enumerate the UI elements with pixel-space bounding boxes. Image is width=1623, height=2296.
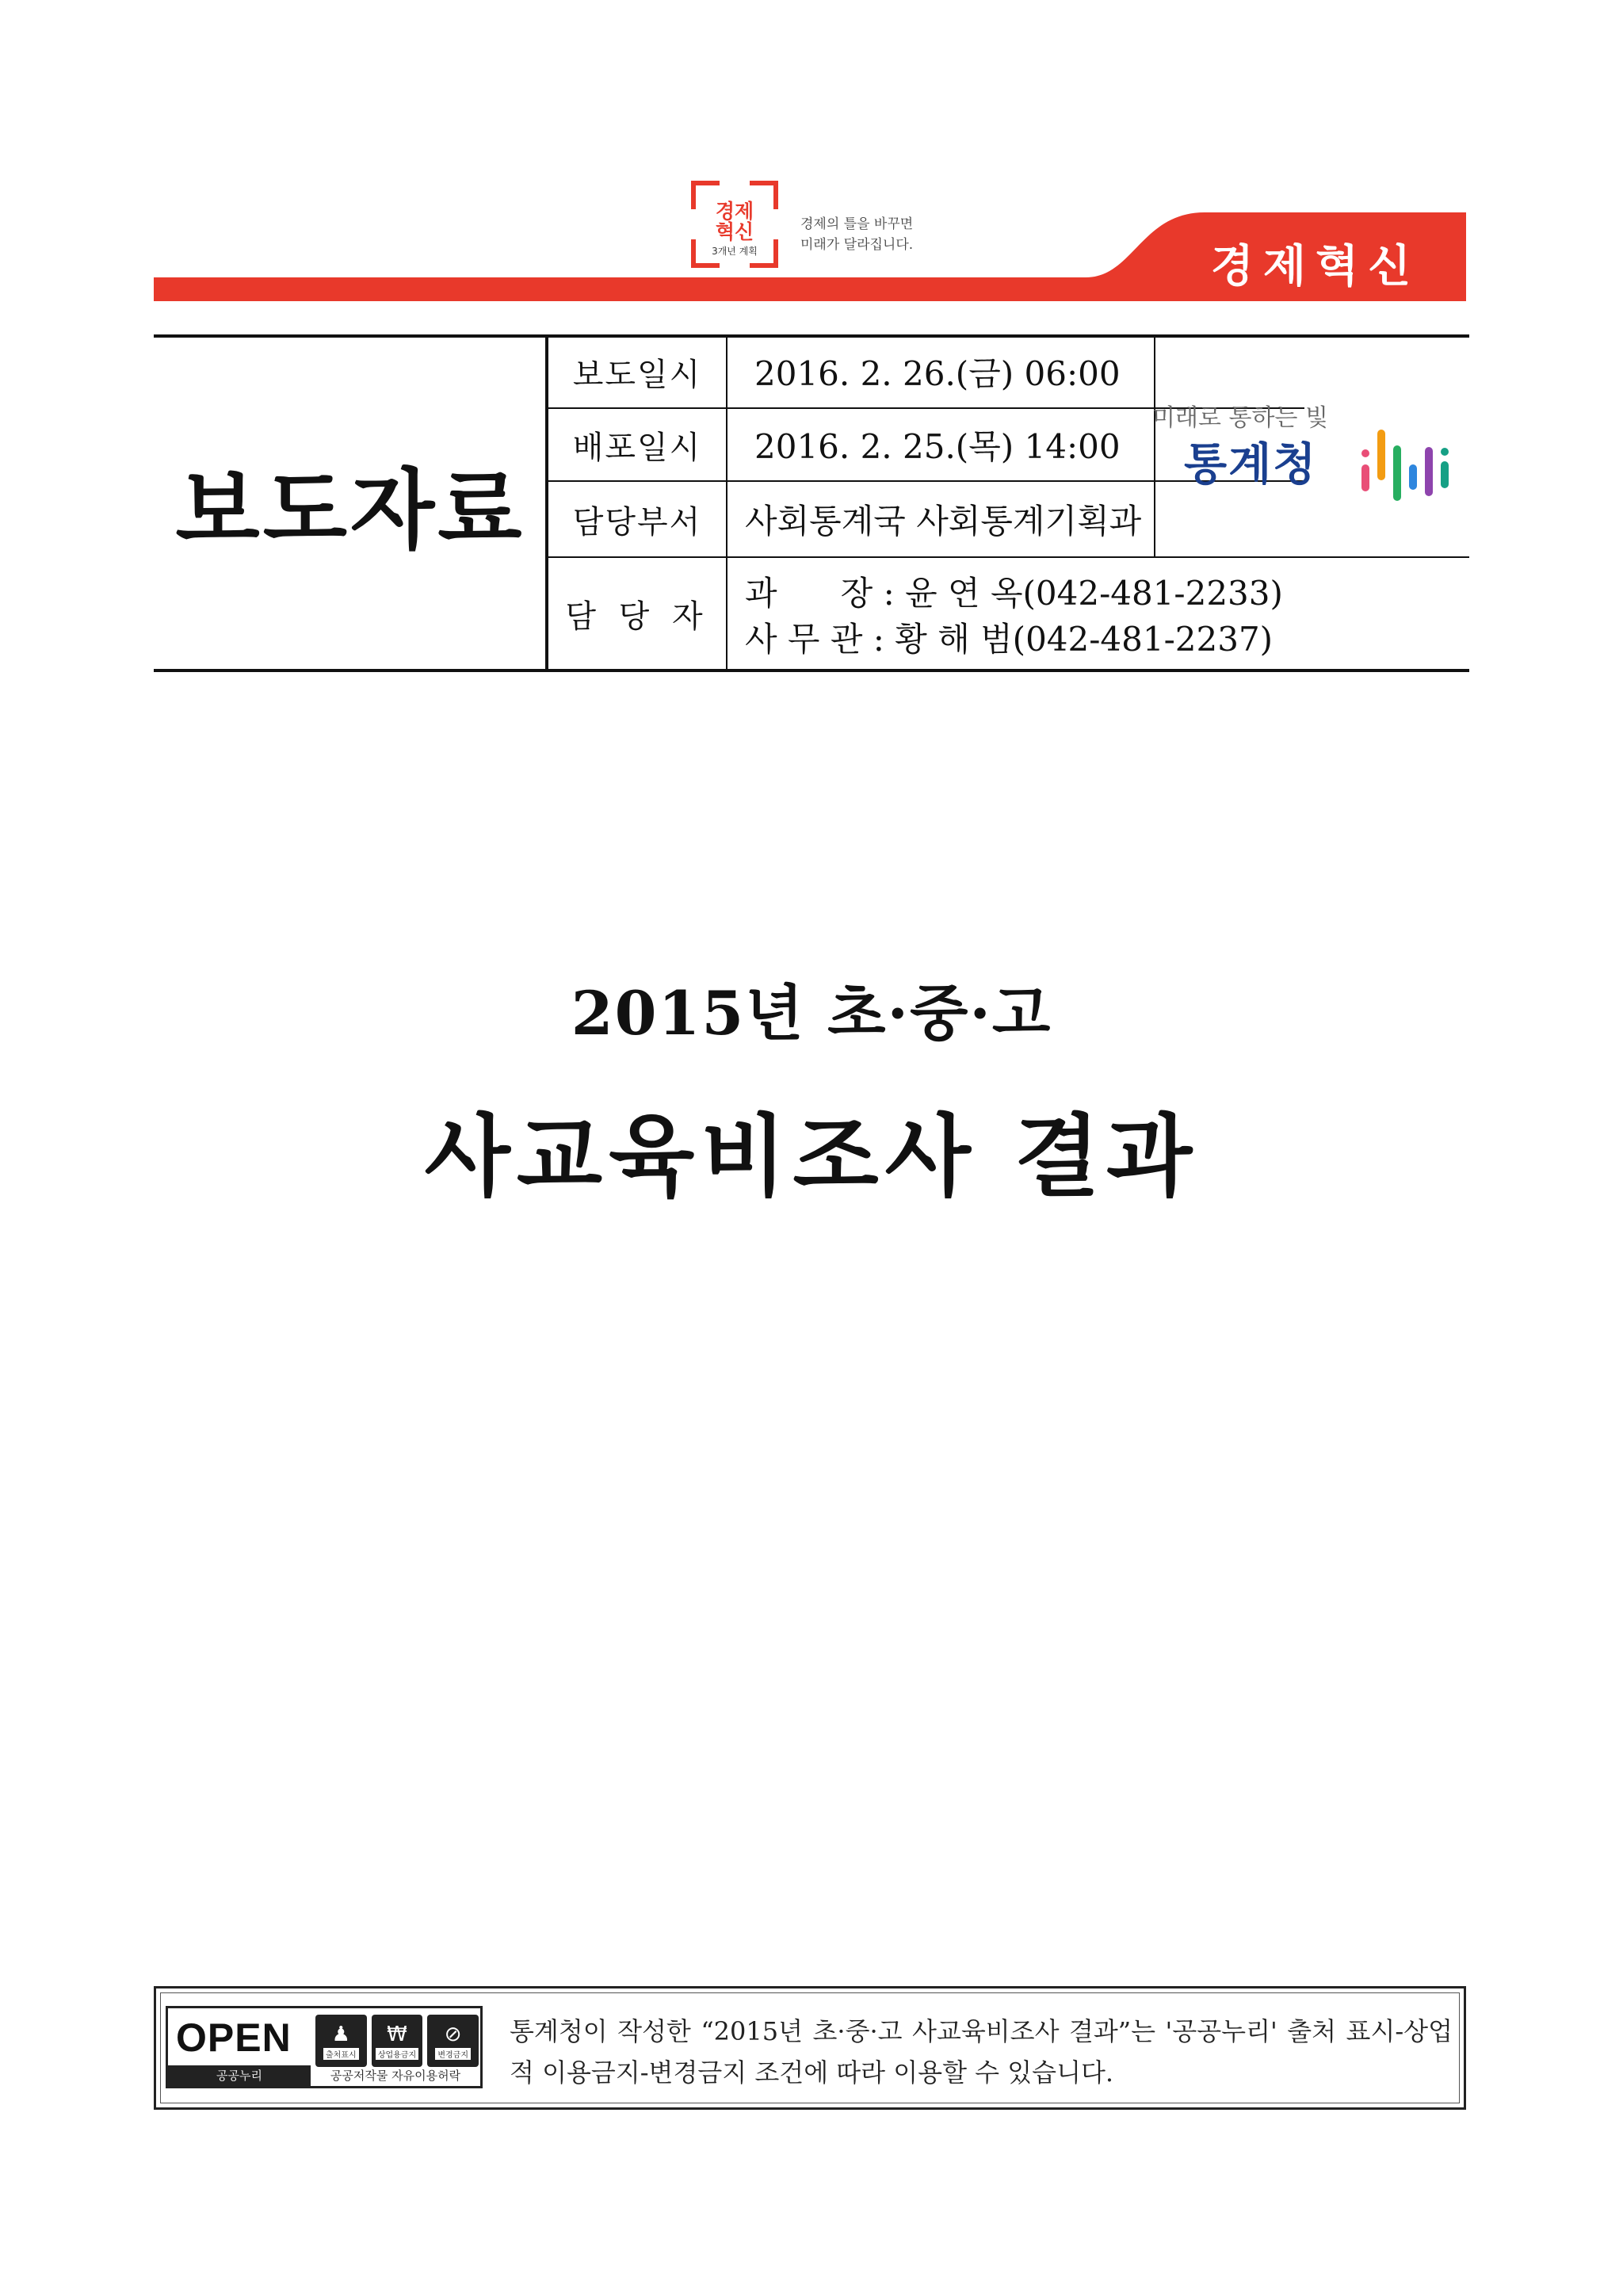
department-value: 사회통계국 사회통계기획과 <box>745 502 1142 541</box>
contact-line-2: 사 무 관 : 황 해 범(042-481-2237) <box>745 620 1274 659</box>
contact-person-label: 담 당 자 <box>565 598 709 635</box>
report-title-line-1: 2015년 초·중·고 <box>571 978 1052 1049</box>
document-type-label: 보도자료 <box>175 459 525 561</box>
distribution-date-label: 배포일시 <box>572 429 702 466</box>
contact-line-1: 과 장 : 윤 연 옥(042-481-2233) <box>745 574 1283 613</box>
icon-caption: 출처표시 <box>323 2048 359 2060</box>
kogl-open-text: OPEN <box>176 2015 292 2060</box>
agency-bars-icon <box>1360 418 1463 506</box>
department-label: 담당부서 <box>572 503 702 541</box>
banner-title: 경제혁신 <box>1210 241 1421 292</box>
agency-tagline: 미래로 통하는 빛 <box>1152 404 1328 432</box>
statistics-korea-logo <box>1152 398 1469 509</box>
won-icon: ₩ 상업용금지 <box>372 2015 423 2067</box>
press-info-table <box>154 334 1469 672</box>
icon-caption: 상업용금지 <box>376 2048 418 2060</box>
slogan <box>800 214 951 255</box>
slogan-line-2: 미래가 달라집니다. <box>800 237 914 253</box>
economic-innovation-emblem <box>691 181 778 268</box>
no-change-icon: ⊘ 변경금지 <box>427 2015 479 2067</box>
person-icon: ♟ 출처표시 <box>315 2015 367 2067</box>
release-date-label: 보도일시 <box>572 356 702 393</box>
emblem-title: 경제 혁신 <box>715 200 754 243</box>
report-title-line-2: 사교육비조사 결과 <box>424 1105 1199 1209</box>
icon-caption: 변경금지 <box>435 2048 471 2060</box>
slogan-line-1: 경제의 틀을 바꾸면 <box>800 216 914 232</box>
kogl-open-badge <box>166 2006 483 2088</box>
license-notice-box <box>154 1986 1466 2110</box>
agency-name: 통계청 <box>1184 439 1318 491</box>
distribution-date-value: 2016. 2. 25.(목) 14:00 <box>754 427 1121 466</box>
license-text: 통계청이 작성한 “2015년 초·중·고 사교육비조사 결과”는 '공공누리' 출처 표시-상업적 이용금지-변경금지 조건에 따라 이용할 수 있습니다. <box>510 2016 1453 2088</box>
kogl-right-label: 공공저작물 자유이용허락 <box>330 2069 461 2083</box>
kogl-left-label: 공공누리 <box>168 2065 311 2086</box>
emblem-subtitle: 3개년 계획 <box>712 246 758 257</box>
kogl-condition-icons <box>315 2015 479 2067</box>
header-banner <box>0 0 1623 317</box>
release-date-value: 2016. 2. 26.(금) 06:00 <box>754 354 1121 393</box>
